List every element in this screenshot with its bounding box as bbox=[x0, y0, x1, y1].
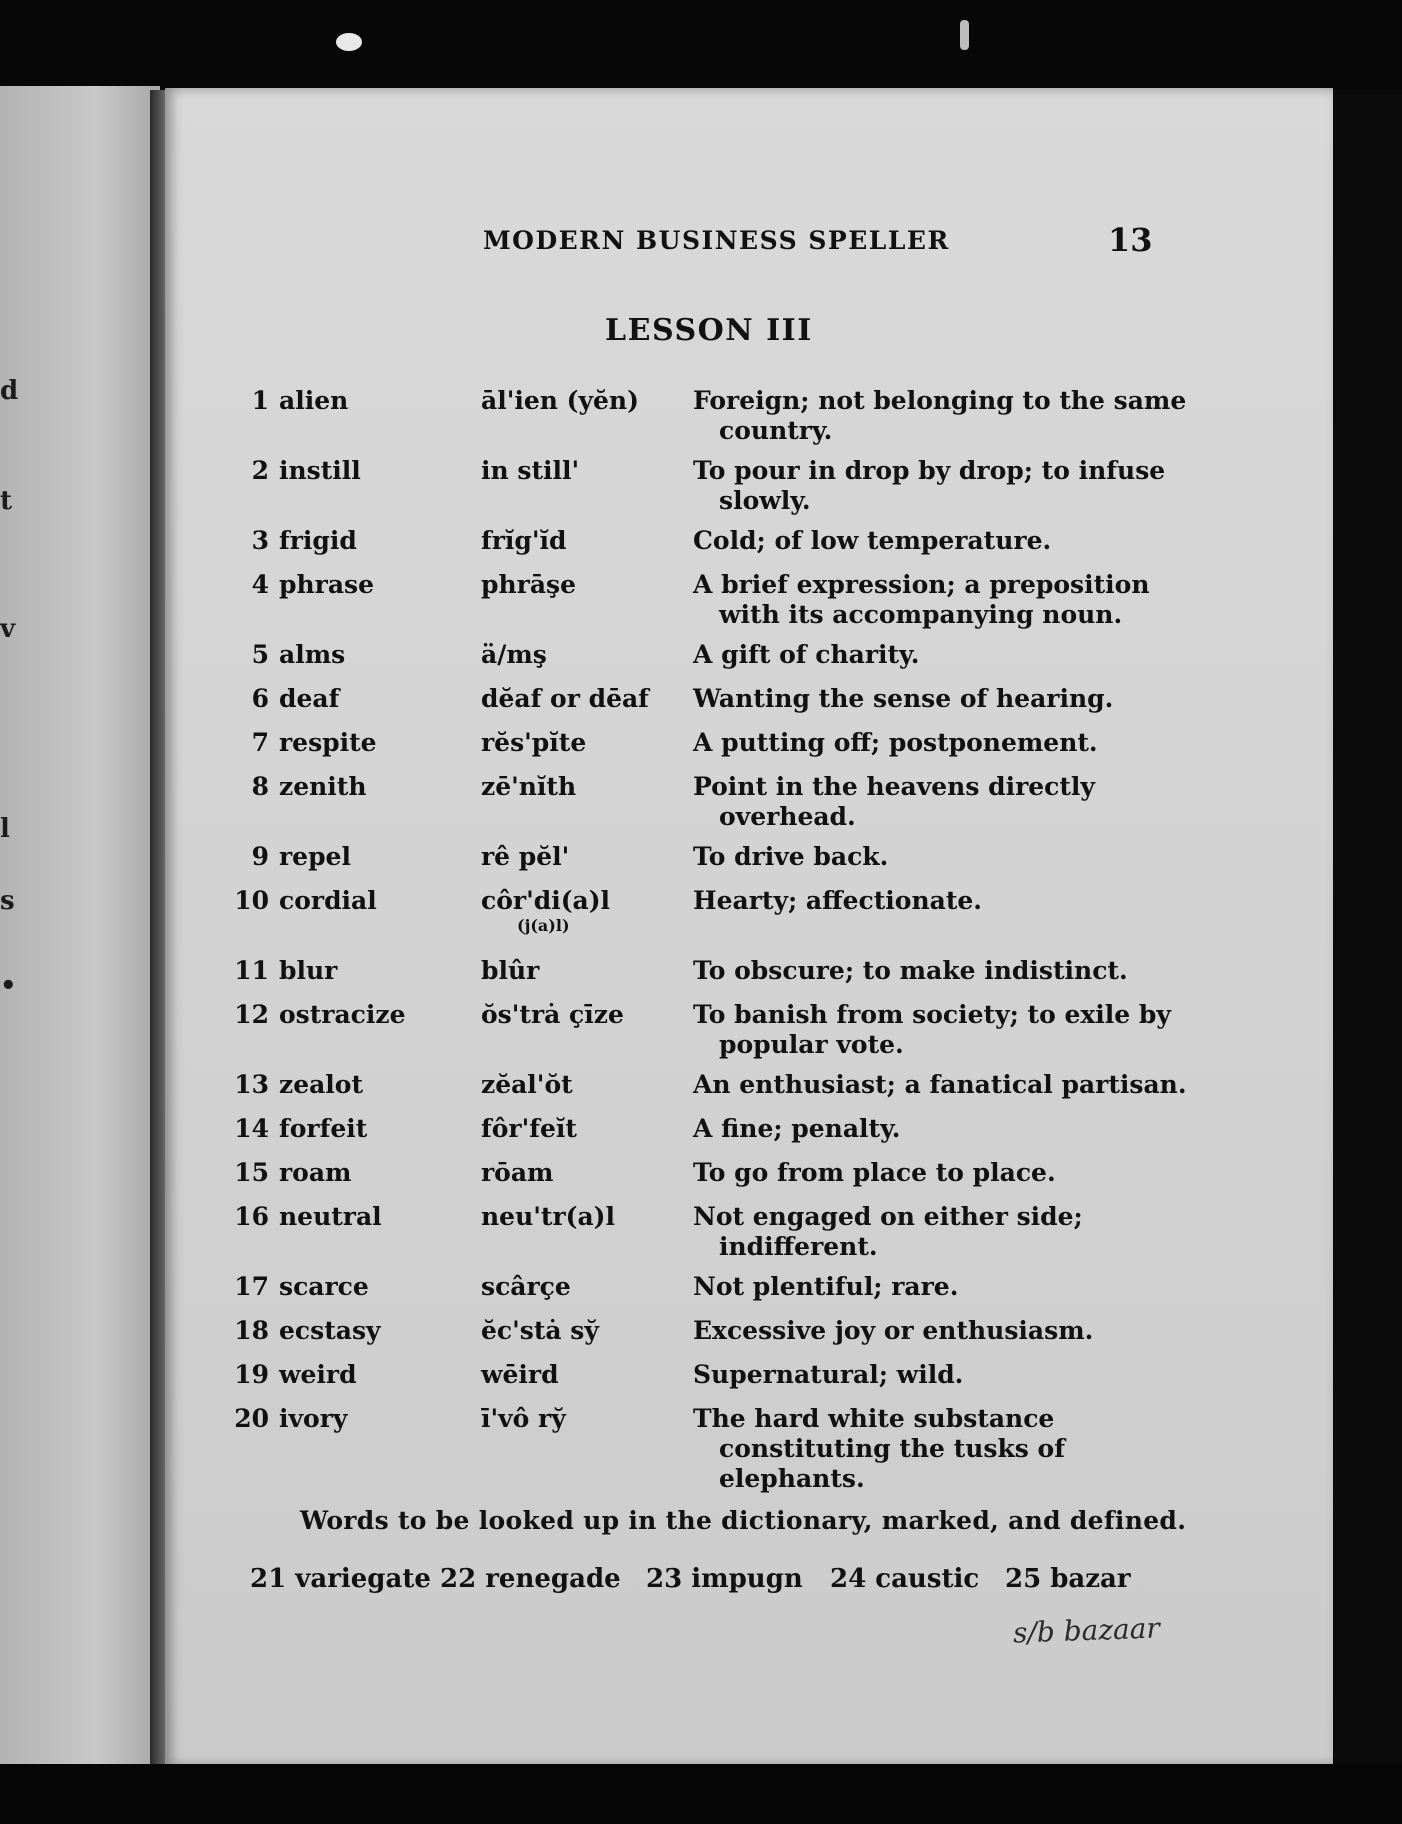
entry-pronunciation: in still' bbox=[481, 456, 580, 485]
scan-artifact bbox=[960, 20, 969, 50]
entry-word: blur bbox=[279, 956, 338, 985]
entry-pronunciation: ä/mş bbox=[481, 640, 547, 669]
entry-pronunciation: āl'ien (yĕn) bbox=[481, 386, 639, 415]
entry-number: 15 bbox=[234, 1158, 269, 1187]
entry-number: 19 bbox=[234, 1360, 269, 1389]
entry-number: 7 bbox=[251, 728, 269, 757]
entry-word: respite bbox=[279, 728, 377, 757]
entry-definition: Excessive joy or enthusiasm. bbox=[693, 1316, 1094, 1345]
entry-definition: Cold; of low temperature. bbox=[693, 526, 1052, 555]
entry-number: 13 bbox=[234, 1070, 269, 1099]
word-entry bbox=[165, 1404, 1333, 1493]
entry-word: repel bbox=[279, 842, 351, 871]
entry-definition: To banish from society; to exile by popular vote. bbox=[693, 1000, 1171, 1059]
facing-page-fragment: s bbox=[0, 886, 15, 916]
entry-pronunciation: ī'vô ry̆ bbox=[481, 1404, 566, 1433]
word-entry bbox=[165, 570, 1333, 630]
entry-word: zenith bbox=[279, 772, 367, 801]
entry-definition: A putting off; postponement. bbox=[693, 728, 1098, 757]
page-number: 13 bbox=[1108, 221, 1153, 259]
entry-number: 20 bbox=[234, 1404, 269, 1433]
entry-word: phrase bbox=[279, 570, 375, 599]
entry-number: 2 bbox=[251, 456, 269, 485]
entry-pronunciation: wēird bbox=[481, 1360, 559, 1389]
entry-definition: Wanting the sense of hearing. bbox=[693, 684, 1114, 713]
facing-page-fragment: t bbox=[0, 486, 13, 516]
entry-definition: Supernatural; wild. bbox=[693, 1360, 964, 1389]
entry-pronunciation: neu'tr(a)l bbox=[481, 1202, 615, 1231]
entry-pronunciation: fôr'feĭt bbox=[481, 1114, 577, 1143]
entry-definition: Foreign; not belonging to the same country. bbox=[693, 386, 1187, 445]
entry-definition: Point in the heavens directly overhead. bbox=[693, 772, 1095, 831]
entry-pronunciation: ŏs'trȧ çīze bbox=[481, 1000, 624, 1029]
entry-definition: The hard white substance constituting the tusks of elephants. bbox=[693, 1404, 1065, 1493]
entry-pronunciation: frĭg'ĭd bbox=[481, 526, 567, 555]
entry-number: 5 bbox=[251, 640, 269, 669]
entry-pronunciation: phrāşe bbox=[481, 570, 577, 599]
entry-word: neutral bbox=[279, 1202, 382, 1231]
entry-pronunciation: dĕaf or dēaf bbox=[481, 684, 649, 713]
word-entry bbox=[165, 1202, 1333, 1262]
scan-bottom-border bbox=[0, 1764, 1402, 1824]
lesson-title: LESSON III bbox=[605, 313, 813, 348]
entry-word: alien bbox=[279, 386, 349, 415]
entry-word: roam bbox=[279, 1158, 352, 1187]
word-entry bbox=[165, 386, 1333, 446]
entry-definition: To obscure; to make indistinct. bbox=[693, 956, 1128, 985]
word-entry bbox=[165, 456, 1333, 516]
book-page bbox=[165, 88, 1333, 1766]
entry-pronunciation: rĕs'pĭte bbox=[481, 728, 587, 757]
entry-definition: Hearty; affectionate. bbox=[693, 886, 983, 915]
word-entry bbox=[165, 886, 1333, 946]
entry-number: 14 bbox=[234, 1114, 269, 1143]
entry-pronunciation-alt: (j(a)l) bbox=[517, 916, 570, 935]
lookup-word: 22 renegade bbox=[440, 1564, 621, 1594]
entry-definition: Not plentiful; rare. bbox=[693, 1272, 959, 1301]
facing-page-fragment: d bbox=[0, 376, 19, 406]
scan-top-border bbox=[0, 0, 1402, 90]
facing-page-fragment: • bbox=[0, 971, 17, 1001]
entry-word: forfeit bbox=[279, 1114, 368, 1143]
lookup-word: 24 caustic bbox=[830, 1564, 980, 1594]
entry-definition: A brief expression; a preposition with its accompanying noun. bbox=[693, 570, 1150, 629]
entry-number: 17 bbox=[234, 1272, 269, 1301]
entry-number: 18 bbox=[234, 1316, 269, 1345]
entry-number: 11 bbox=[234, 956, 269, 985]
entry-word: cordial bbox=[279, 886, 377, 915]
entry-pronunciation: ĕc'stȧ sy̆ bbox=[481, 1316, 599, 1345]
entry-pronunciation: rê pĕl' bbox=[481, 842, 570, 871]
word-entry bbox=[165, 772, 1333, 832]
lookup-word: 25 bazar bbox=[1005, 1564, 1131, 1594]
scan-artifact bbox=[336, 33, 362, 51]
entry-number: 1 bbox=[251, 386, 269, 415]
entry-word: instill bbox=[279, 456, 361, 485]
facing-page-fragment: l bbox=[0, 814, 10, 844]
entry-number: 16 bbox=[234, 1202, 269, 1231]
entry-word: scarce bbox=[279, 1272, 369, 1301]
entry-definition: A gift of charity. bbox=[693, 640, 920, 669]
entry-pronunciation: zĕal'ŏt bbox=[481, 1070, 573, 1099]
running-title: MODERN BUSINESS SPELLER bbox=[483, 226, 950, 255]
lookup-instruction: Words to be looked up in the dictionary, marked, and defined. bbox=[300, 1506, 1187, 1535]
entry-word: ostracize bbox=[279, 1000, 406, 1029]
entry-pronunciation: rōam bbox=[481, 1158, 554, 1187]
entry-number: 4 bbox=[251, 570, 269, 599]
entry-pronunciation: blûr bbox=[481, 956, 540, 985]
entry-word: ecstasy bbox=[279, 1316, 381, 1345]
entry-definition: Not engaged on either side; indifferent. bbox=[693, 1202, 1083, 1261]
entry-number: 3 bbox=[251, 526, 269, 555]
entry-number: 8 bbox=[251, 772, 269, 801]
lookup-word: 21 variegate bbox=[250, 1564, 431, 1594]
entry-word: ivory bbox=[279, 1404, 348, 1433]
entry-word: weird bbox=[279, 1360, 357, 1389]
handwritten-note: s/b bazaar bbox=[1012, 1611, 1161, 1650]
entry-definition: To drive back. bbox=[693, 842, 889, 871]
entry-number: 6 bbox=[251, 684, 269, 713]
lookup-word: 23 impugn bbox=[646, 1564, 803, 1594]
entry-definition: A fine; penalty. bbox=[693, 1114, 901, 1143]
entry-pronunciation: zē'nĭth bbox=[481, 772, 577, 801]
facing-page-edge bbox=[0, 86, 160, 1766]
entry-pronunciation: scârçe bbox=[481, 1272, 571, 1301]
entry-word: frigid bbox=[279, 526, 357, 555]
entry-pronunciation: côr'di(a)l bbox=[481, 886, 611, 915]
word-entry bbox=[165, 1000, 1333, 1060]
entry-definition: An enthusiast; a fanatical partisan. bbox=[693, 1070, 1187, 1099]
entry-definition: To go from place to place. bbox=[693, 1158, 1056, 1187]
entry-number: 9 bbox=[251, 842, 269, 871]
entry-number: 12 bbox=[234, 1000, 269, 1029]
entry-number: 10 bbox=[234, 886, 269, 915]
facing-page-fragment: v bbox=[0, 614, 16, 644]
entry-definition: To pour in drop by drop; to infuse slowly. bbox=[693, 456, 1166, 515]
entry-word: zealot bbox=[279, 1070, 364, 1099]
entry-word: alms bbox=[279, 640, 346, 669]
entry-word: deaf bbox=[279, 684, 340, 713]
